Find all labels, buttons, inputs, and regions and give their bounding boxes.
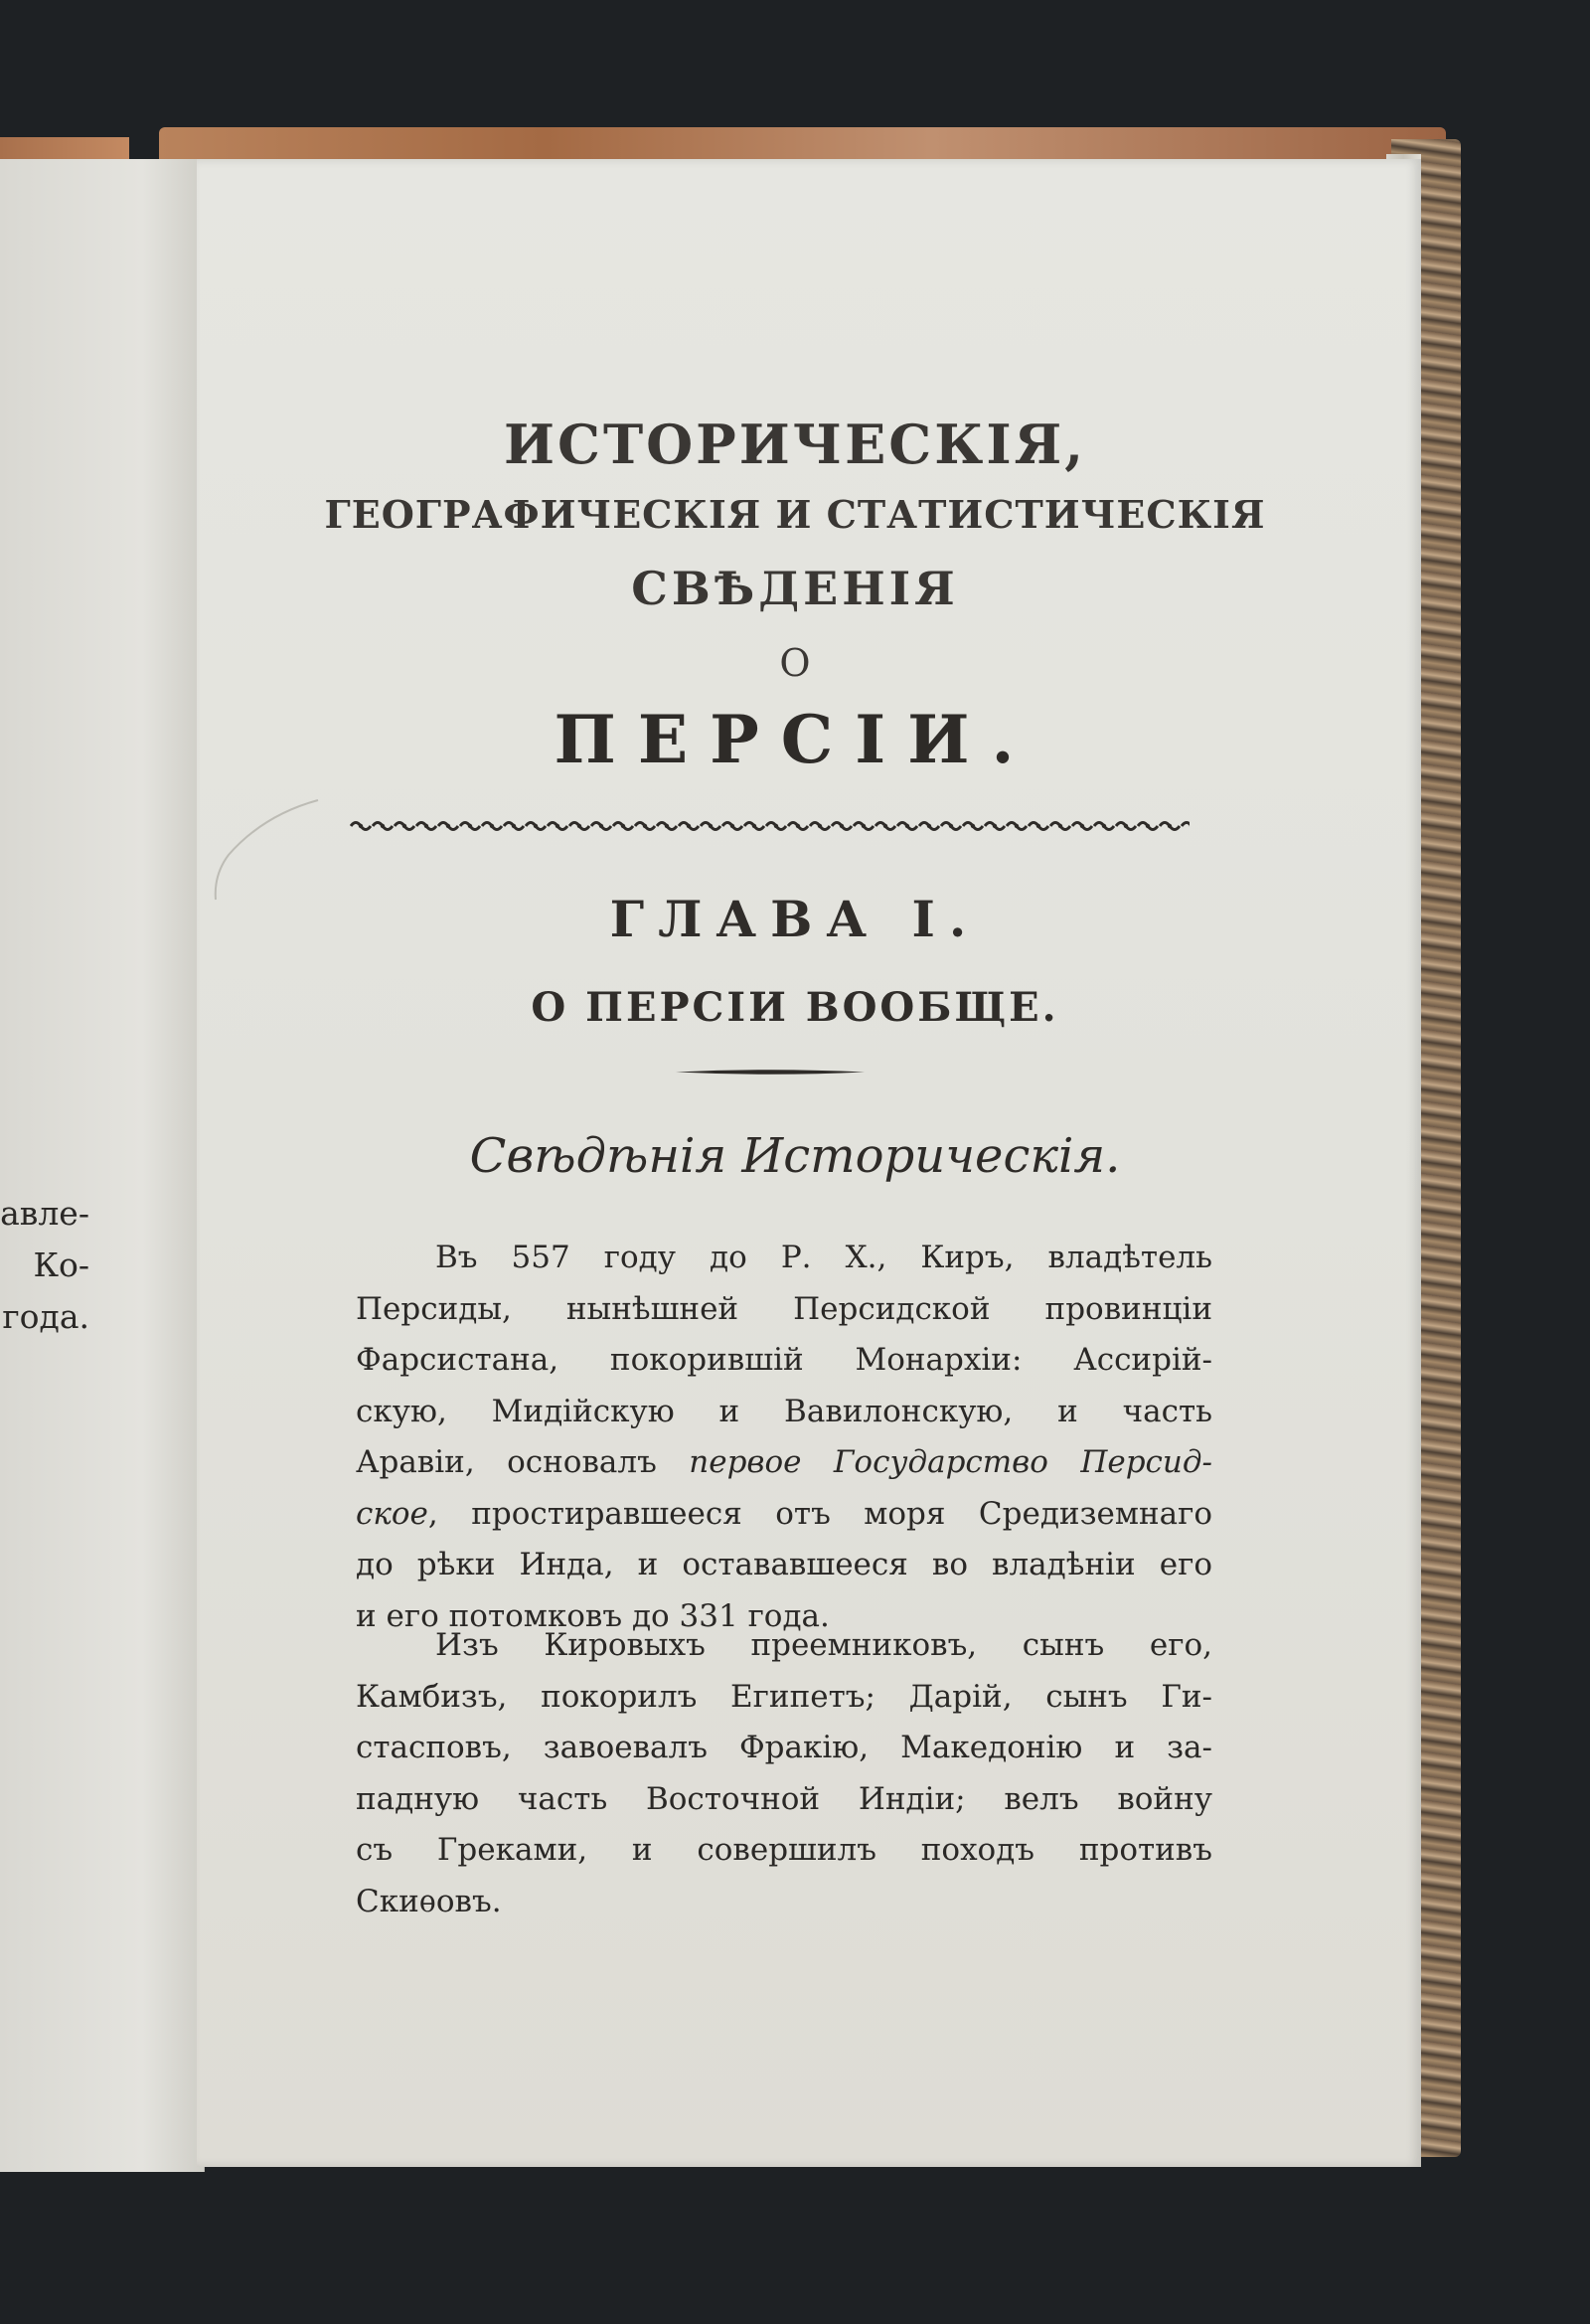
left-fragment: Ко-	[33, 1245, 89, 1284]
text-line	[356, 1489, 1212, 1541]
text-line: Камбизъ, покорилъ Египетъ; Дарій, сынъ Ги-	[356, 1678, 1212, 1715]
text-segment: , простиравшееся отъ моря Средиземнаго	[427, 1495, 1212, 1532]
title-line-1: ИСТОРИЧЕСКІЯ,	[503, 413, 1087, 476]
text-segment: Аравіи, основалъ	[356, 1444, 690, 1480]
paragraph-1	[356, 1233, 1212, 1642]
text-segment-italic: первое Государство Персид-	[689, 1444, 1212, 1480]
title-line-5: ПЕРСІИ.	[554, 701, 1036, 778]
text-line: Персиды, нынѣшней Персидской провинціи	[356, 1290, 1212, 1327]
chapter-subtitle: О ПЕРСІИ ВООБЩЕ.	[531, 984, 1059, 1031]
text-segment-italic: ское	[356, 1495, 428, 1532]
divider-rule	[676, 1069, 865, 1076]
pencil-mark	[204, 795, 323, 905]
text-line: падную часть Восточной Индіи; велъ войну	[356, 1780, 1212, 1817]
title-line-4: О	[779, 641, 811, 685]
text-line: Фарсистана, покорившій Монархіи: Ассирій-	[356, 1342, 1212, 1378]
ornamental-divider	[350, 815, 1190, 837]
chapter-heading: ГЛАВА I.	[609, 890, 981, 948]
text-line	[356, 1437, 1212, 1489]
section-heading: Свѣдѣнія Историческія.	[469, 1128, 1121, 1184]
left-page-text-fragments	[0, 1188, 89, 1343]
text-line: Изъ Кировыхъ преемниковъ, сынъ его,	[435, 1627, 1212, 1663]
text-line: Скиѳовъ.	[356, 1883, 502, 1919]
left-fragment: года.	[2, 1297, 89, 1336]
text-line: скую, Мидійскую и Вавилонскую, и часть	[356, 1393, 1212, 1429]
text-line: и его потомковъ до 331 года.	[356, 1597, 830, 1634]
text-line: съ Греками, и совершилъ походъ противъ	[356, 1832, 1212, 1868]
left-fragment: авле-	[0, 1194, 89, 1233]
text-line: до рѣки Инда, и остававшееся во владѣніи его	[356, 1547, 1212, 1582]
title-line-3: СВѢДЕНІЯ	[631, 562, 959, 615]
paragraph-2	[356, 1620, 1212, 1927]
text-line: Въ 557 году до Р. Х., Киръ, владѣтель	[435, 1240, 1212, 1275]
text-line: стасповъ, завоевалъ Фракію, Македонію и за-	[356, 1730, 1212, 1765]
title-line-2: ГЕОГРАФИЧЕСКІЯ И СТАТИСТИЧЕСКІЯ	[324, 492, 1266, 537]
